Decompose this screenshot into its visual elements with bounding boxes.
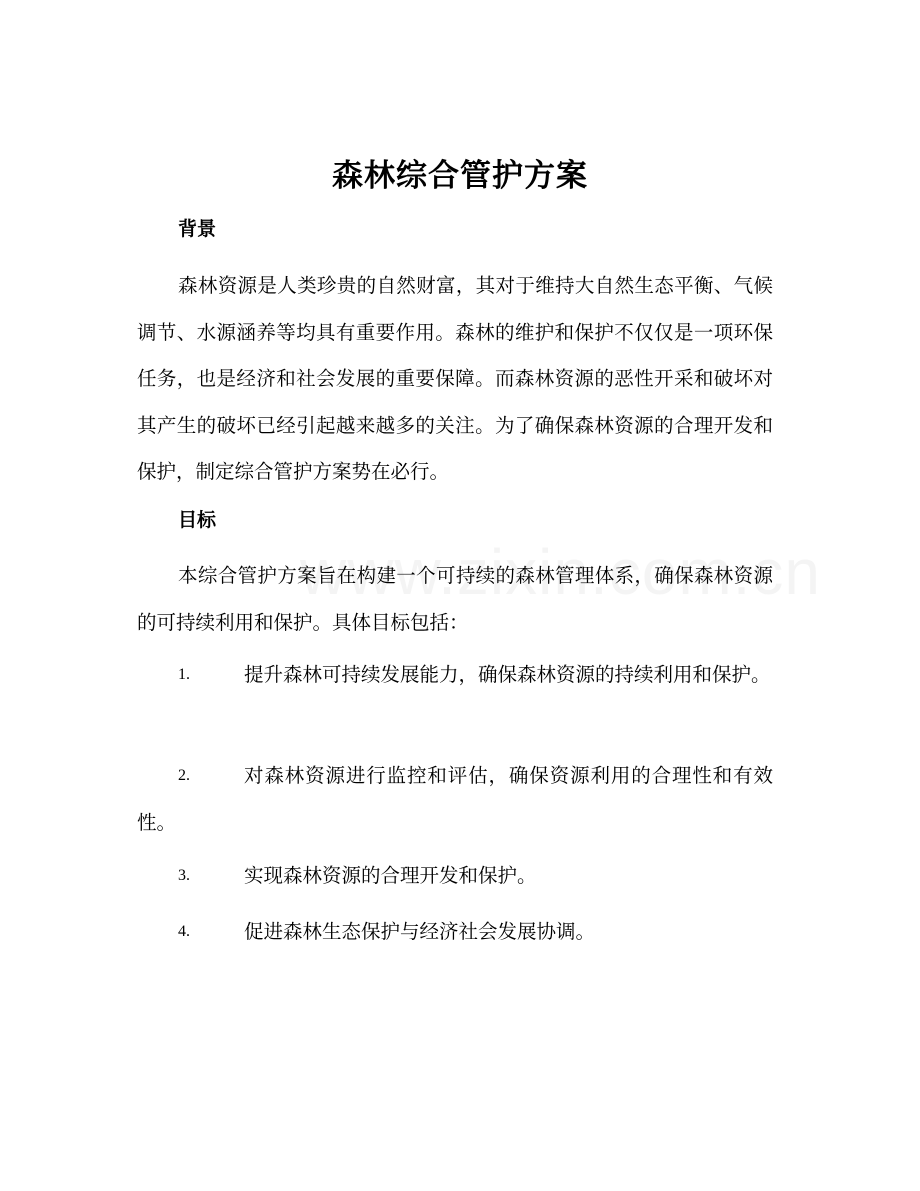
list-item xyxy=(137,652,773,699)
list-item xyxy=(137,909,773,956)
list-item-text: 实现森林资源的合理开发和保护。 xyxy=(244,864,537,887)
list-item-number: 4. xyxy=(178,923,190,940)
goals-paragraph: 本综合管护方案旨在构建一个可持续的森林管理体系，确保森林资源的可持续利用和保护。具体目标包括： xyxy=(137,564,773,634)
document-title: 森林综合管护方案 xyxy=(332,158,588,194)
list-item-number: 1. xyxy=(178,666,190,683)
background-paragraph: 森林资源是人类珍贵的自然财富，其对于维持大自然生态平衡、气候调节、水源涵养等均具有重要作用。森林的维护和保护不仅仅是一项环保任务，也是经济和社会发展的重要保障。而森林资源的恶性开采和破坏对其产生的破坏已经引起越来越多的关注。为了确保森林资源的合理开发和保护，制定综合管护方案势在必行。 xyxy=(137,274,773,483)
list-item-text: 对森林资源进行监控和评估，确保资源利用的合理性和有效性。 xyxy=(137,764,773,834)
list-item-text: 促进森林生态保护与经济社会发展协调。 xyxy=(244,920,596,943)
list-item xyxy=(137,853,773,900)
section-heading-goals: 目标 xyxy=(178,509,217,531)
list-item-number: 3. xyxy=(178,867,190,884)
section-heading-background: 背景 xyxy=(178,218,217,240)
list-item xyxy=(137,753,773,846)
list-item-text: 提升森林可持续发展能力，确保森林资源的持续利用和保护。 xyxy=(244,663,771,686)
list-item-number: 2. xyxy=(178,767,190,784)
